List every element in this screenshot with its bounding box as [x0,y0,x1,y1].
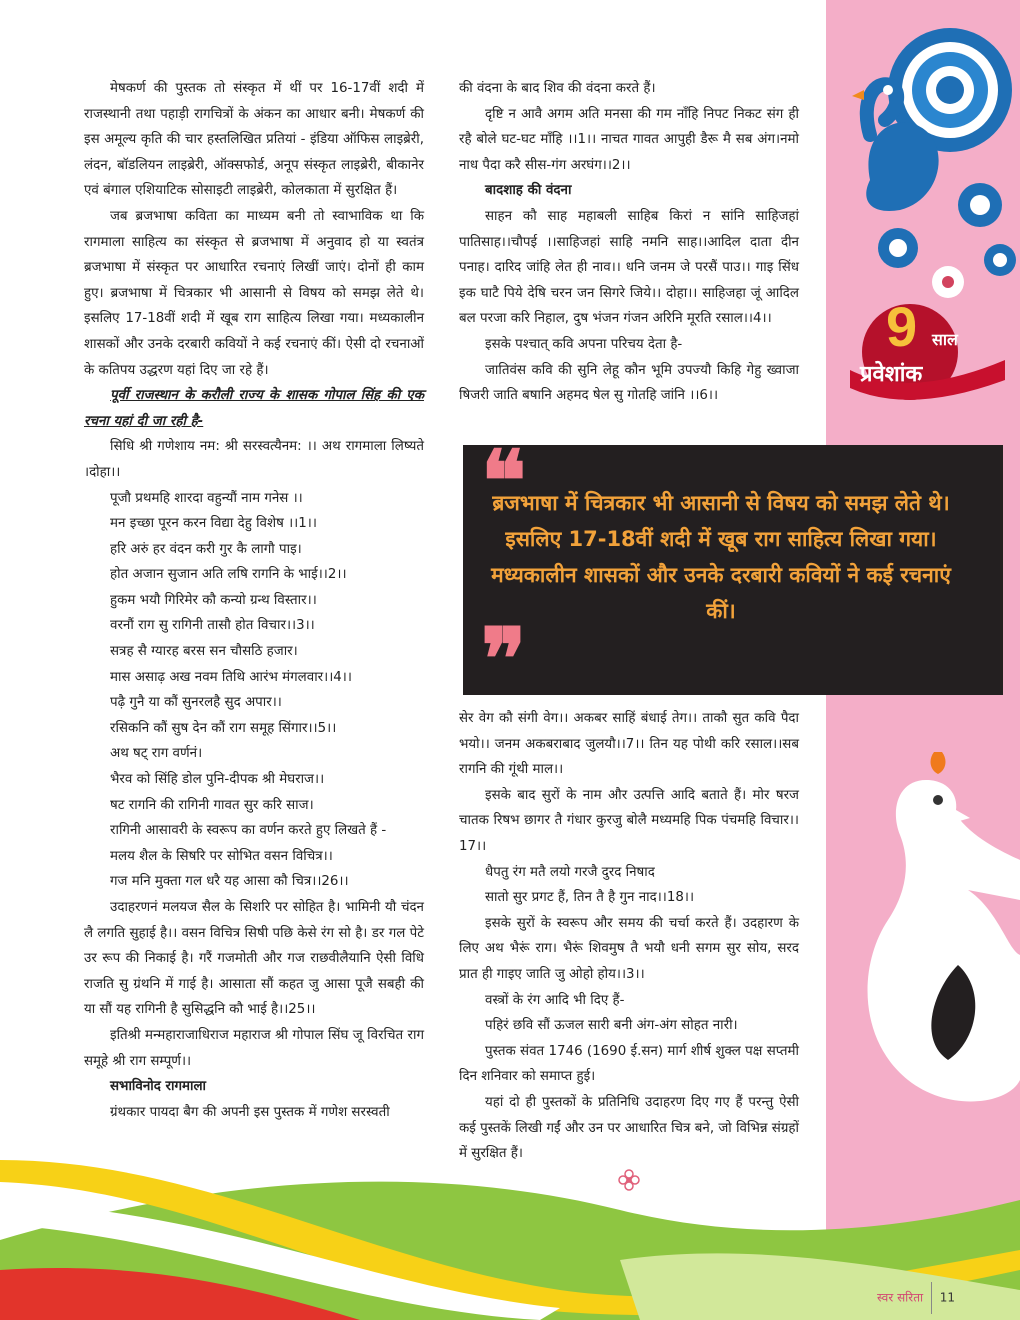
paragraph: जब ब्रजभाषा कविता का माध्यम बनी तो स्वाभाविक था कि रागमाला साहित्य का संस्कृत से ब्रजभाषा में अनुवाद हो या स्वतंत्र ब्रजभाषा में संस्कृत पर आधारित रचनाएं लिखीं जाएं। दोनों ही काम हुए। ब्रजभाषा में चित्रकार भी आसानी से विषय को समझ लेते थे। इसलिए 17-18वीं शदी में खूब राग साहित्य लिखा गया। मध्यकालीन शासकों और उनके दरबारी कवियों ने कई रचनाएं कीं। ऐसी दो रचनाओं के कतिपय उद्धरण यहां दिए जा रहे हैं। [84,208,424,378]
footer-divider [931,1282,932,1314]
verse-line: रसिकनि कौं सुष देन कौं राग समूह सिंगार।।5।। [110,720,337,736]
paragraph: इसके पश्चात् कवि अपना परिचय देता है- [485,336,683,352]
verse-line: रागिनी आसावरी के स्वरूप का वर्णन करते हुए लिखते हैं - [110,823,387,839]
article-column-left [84,76,424,1125]
verse-line: मलय शैल के सिषरि पर सोभित वसन विचित्र।। [110,848,333,864]
paragraph: दृष्टि न आवै अगम अति मनसा की गम नाँहि निपट निकट संग ही रहै बोले घट-घट माँहि ।।1।। नाचत गावत आपुही डैरू मै सब अंग।नमो नाध पैदा करै सीस-गंग अरघंग।।2।। [459,106,799,173]
verse-line: वरनौं राग सु रागिनी तासौ होत विचार।।3।। [110,618,315,634]
badge-background-icon [840,300,1010,410]
paragraph: इतिश्री मन्महाराजाधिराज महाराज श्री गोपाल सिंघ जू विरचित राग समूहे श्री राग सम्पूर्ण।। [84,1027,424,1069]
paragraph: पुस्तक संवत 1746 (1690 ई.सन) मार्ग शीर्ष शुक्ल पक्ष सप्तमी दिन शनिवार को समाप्त हुई। [459,1043,799,1085]
open-quote-icon: ❝ [481,431,527,530]
verse-line: मास असाढ़ अख नवम तिथि आरंभ मंगलवार।।4।। [110,669,352,685]
verse-line: अथ षट् राग वर्णनं। [110,746,203,762]
article-column-right-bottom [459,706,799,1200]
verse-block [84,486,424,896]
paragraph: सेर वेग कौ संगी वेग।। अकबर साहिं बंधाई तेग।। ताकौ सुत कवि पैदा भयो।। जनम अकबराबाद जुलयौ।।7।। तिन यह पोथी करि रसाल।।सब रागनि की गूंथी माल।। [459,711,799,778]
paragraph: इसके बाद सुरों के नाम और उत्पत्ति आदि बताते हैं। मोर षरज चातक रिषभ छागर तै गंधार कुरजु बोलै मध्यमहि पिक पंचमहि विचार।।17।। [459,787,799,854]
white-peacock-motif-icon [838,740,1020,1140]
paragraph: सिधि श्री गणेशाय नम: श्री सरस्वत्यैनम: ।। अथ रागमाला लिष्यते ।दोहा।। [84,439,424,480]
verse-line: मन इच्छा पूरन करन विद्या देहु विशेष ।।1।। [110,516,317,532]
verse-line: सातो सुर प्रगट हैं, तिन तै है गुन नाद।।18।। [485,890,695,906]
verse-line: हुकम भयौ गिरिमेर कौ कन्यो ग्रन्थ विस्तार।। [110,592,317,608]
close-quote-icon: ❞ [481,609,527,708]
verse-line: गज मनि मुक्ता गल धरै यह आसा कौ चित्र।।26।। [110,874,349,890]
pull-quote [463,431,1003,708]
verse-line: होत अजान सुजान अति लषि रागनि के भाई।।2।। [110,567,347,583]
flower-ornament-icon [618,1169,640,1191]
pull-quote-text: ब्रजभाषा में चित्रकार भी आसानी से विषय को समझ लेते थे। इसलिए 17-18वीं शदी में खूब राग साहित्य लिखा गया। मध्यकालीन शासकों और उनके दरबारी कवियों ने कई रचनाएं कीं। [491,491,951,623]
section-subheading: पूर्वी राजस्थान के करौली राज्य के शासक गोपाल सिंह की एक रचना यहां दी जा रही है- [84,388,424,429]
verse-line: पूजौ प्रथमहि शारदा वहुन्यौं नाम गनेस ।। [110,490,303,506]
paragraph: जातिवंस कवि की सुनि लेहू कौन भूमि उपज्यौ किहि गेहु ख्वाजा षिजरी जाति बषानि अहमद षेल सु गोतहि जांनि ।।6।। [459,362,799,404]
verse-line: पढ़ै गुनै या कौं सुनरलहै सुद अपार।। [110,695,282,711]
verse-line: धैपतु रंग मतै लयो गरजै दुरद निषाद [485,864,655,880]
badge-label: प्रवेशांक [860,362,923,387]
section-heading: बादशाह की वंदना [485,183,572,199]
paragraph: मेषकर्ण की पुस्तक तो संस्कृत में थीं पर 16-17वीं शदी में राजस्थानी तथा पहाड़ी रागचित्रों के अंकन का आधार बनी। मेषकर्ण की इस अमूल्य कृति की चार हस्तलिखित प्रतियां - इंडिया ऑफिस लाइब्रेरी, लंदन, बॉडलियन लाइब्रेरी, ऑक्सफोर्ड, अनूप संस्कृत लाइब्रेरी, बीकानेर एवं बंगाल एशियाटिक सोसाइटी लाइब्रेरी, कोलकाता में सुरक्षित हैं। [84,81,424,199]
verse-line: भैरव को सिंहि डोल पुनि-दीपक श्री मेघराज।। [110,772,325,788]
badge-word: साल [932,330,958,349]
paragraph: की वंदना के बाद शिव की वंदना करते हैं। [459,81,656,96]
page-number: 11 [939,1290,956,1305]
paragraph: उदाहरणनं मलयज सैल के सिशरि पर सोहित है। भामिनी यौ चंदन लै लगति सुहाई है।। वसन विचित्र सिषी पछि केसे रंग सो है। डर गल पेटे उर रूप की निकाई है। गरैं गजमोती और गज राछवीलैयानि ऐसी विधि राजति सु ग्रंथनि में गाई है। आसाता सौं कहत जु आसा पूजै सबही की या सौं यह रागिनी है सुसिद्धनि कौ भाई है।।25।। [84,900,424,1018]
paragraph: यहां दो ही पुस्तकों के प्रतिनिधि उदाहरण दिए गए हैं परन्तु ऐसी कई पुस्तकें लिखी गईं और उन पर आधारित चित्र बने, जो विभिन्न संग्रहों में सुरक्षित हैं। [459,1094,799,1162]
verse-line: हरि अरुं हर वंदन करी गुर कै लागौ पाइ। [110,541,302,557]
paragraph: ग्रंथकार पायदा बैग की अपनी इस पुस्तक में गणेश सरस्वती [110,1104,390,1120]
section-heading: सभाविनोद रागमाला [110,1079,207,1095]
verse-line: पहिरं छवि सौं ऊजल सारी बनी अंग-अंग सोहत नारी। [485,1018,738,1034]
badge-number: 9 [886,295,918,358]
paragraph: वस्त्रों के रंग आदि भी दिए हैं- [485,992,625,1008]
paragraph: इसके सुरों के स्वरूप और समय की चर्चा करते हैं। उदहारण के लिए अथ भैरूं राग। भैरूं शिवमुष तै भयौ धनी सगम सुर सोय, सरद प्रात ही गाइए जाति जु ओहो होय।।3।। [459,915,799,982]
anniversary-badge [840,295,1010,414]
verse-line: सत्रह सै ग्यारह बरस सन चौसठि हजार। [110,644,298,660]
magazine-name: स्वर सरिता [877,1290,924,1305]
verse-line: षट रागनि की रागिनी गावत सुर करि साज। [110,797,314,813]
article-column-right-top [459,76,799,409]
paragraph: साहन कौ साह महाबली साहिब किरां न सांनि साहिजहां पातिसाह।।चौपई ।।साहिजहां साहि नमनि साह।।आदिल दाता दीन पनाह। दारिद जांहि लेत ही नाव।। धनि जनम जे परसैं पाउ।। गाइ सिंध इक घाटै पिये देषि चरन जन सिगरे जिये।। दोहा।। साहिजहा जूं आदिल बल परजा करि निहाल, दुष भंजन गंजन अरिनि मूरति रसाल।।4।। [459,208,799,327]
page-footer [877,1282,955,1314]
peacock-motif-icon [830,20,1020,300]
